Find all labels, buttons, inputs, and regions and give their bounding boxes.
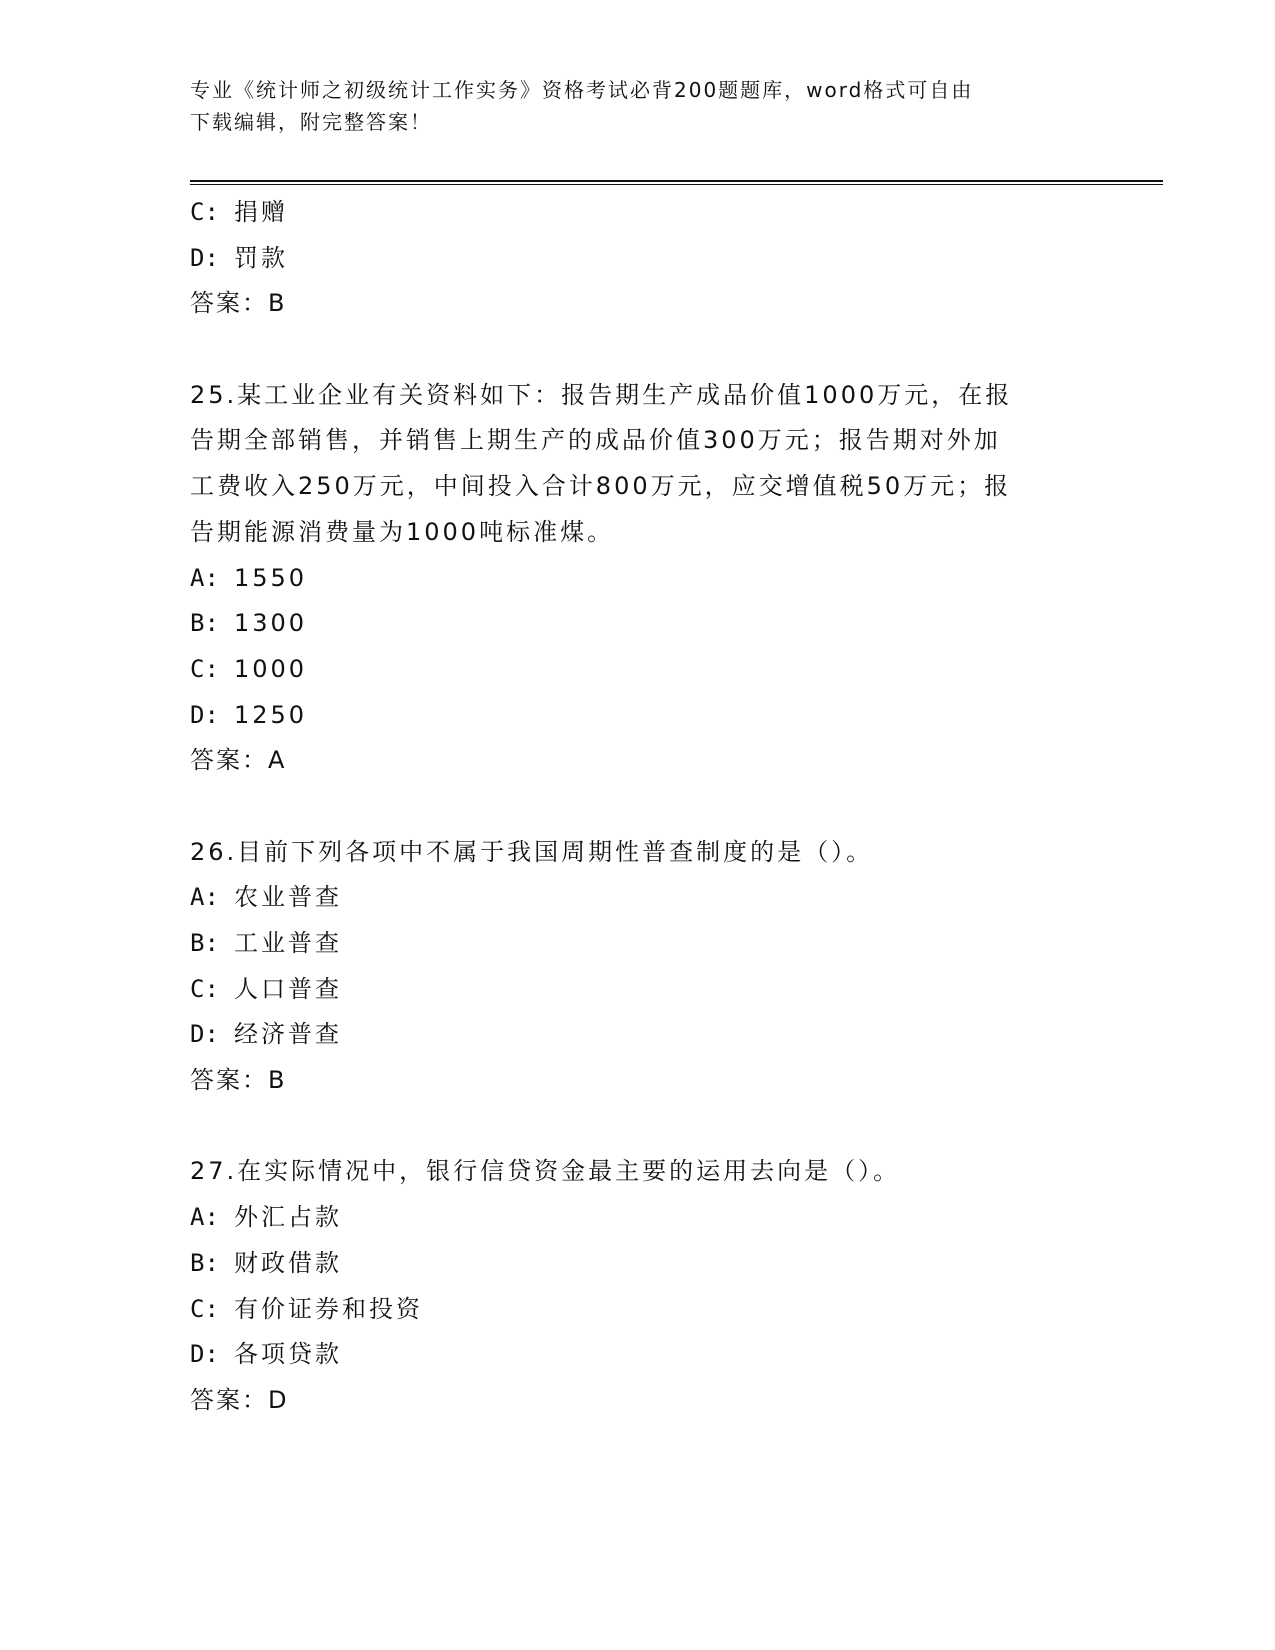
option-label: D: bbox=[190, 1020, 219, 1049]
option-row bbox=[190, 236, 1090, 282]
answer-line: 答案：D bbox=[190, 1385, 289, 1414]
option-text: 1550 bbox=[234, 563, 308, 592]
question-25 bbox=[190, 373, 1090, 784]
question-stem-line: 告期全部销售，并销售上期生产的成品价值300万元；报告期对外加 bbox=[190, 426, 1001, 455]
option-label: D: bbox=[190, 243, 219, 272]
question-stem-line: 25.某工业企业有关资料如下：报告期生产成品价值1000万元，在报 bbox=[190, 380, 1013, 409]
option-label: B: bbox=[190, 609, 219, 638]
question-stem-line: 工费收入250万元，中间投入合计800万元，应交增值税50万元；报 bbox=[190, 472, 1012, 501]
option-row bbox=[190, 921, 1090, 967]
option-row bbox=[190, 556, 1090, 602]
option-label: C: bbox=[190, 974, 219, 1003]
option-text: 外汇占款 bbox=[234, 1203, 342, 1232]
header-line-2: 下载编辑，附完整答案！ bbox=[190, 110, 432, 134]
option-label: D: bbox=[190, 1340, 219, 1369]
option-label: A: bbox=[190, 563, 219, 592]
option-text: 经济普查 bbox=[234, 1020, 342, 1049]
header-rule-thick bbox=[190, 180, 1163, 182]
question-stem-line: 26.目前下列各项中不属于我国周期性普查制度的是（）。 bbox=[190, 837, 874, 866]
spacer bbox=[190, 1104, 1090, 1150]
option-label: B: bbox=[190, 929, 219, 957]
question-27 bbox=[190, 1149, 1090, 1423]
option-label: A: bbox=[190, 883, 219, 912]
spacer bbox=[190, 327, 1090, 373]
option-label: C: bbox=[190, 1294, 219, 1323]
option-row bbox=[190, 1287, 1090, 1333]
question-26 bbox=[190, 830, 1090, 1104]
spacer bbox=[190, 784, 1090, 830]
header-rule-thin bbox=[190, 184, 1163, 185]
option-label: C: bbox=[190, 198, 219, 226]
option-row bbox=[190, 875, 1090, 921]
question-stem-line: 告期能源消费量为1000吨标准煤。 bbox=[190, 517, 615, 546]
option-row bbox=[190, 693, 1090, 739]
previous-question-tail bbox=[190, 190, 1090, 327]
question-content bbox=[190, 190, 1090, 1424]
option-label: A: bbox=[190, 1203, 219, 1232]
option-label: D: bbox=[190, 700, 219, 729]
option-row bbox=[190, 190, 1090, 236]
option-text: 工业普查 bbox=[234, 929, 342, 957]
option-text: 人口普查 bbox=[234, 974, 342, 1003]
option-text: 各项贷款 bbox=[234, 1340, 342, 1369]
option-text: 财政借款 bbox=[234, 1248, 342, 1277]
question-stem-line: 27.在实际情况中，银行信贷资金最主要的运用去向是（）。 bbox=[190, 1157, 901, 1186]
option-row bbox=[190, 967, 1090, 1013]
option-row bbox=[190, 1195, 1090, 1241]
option-row bbox=[190, 647, 1090, 693]
header-line-1: 专业《统计师之初级统计工作实务》资格考试必背200题题库，word格式可自由 bbox=[190, 78, 974, 102]
option-label: B: bbox=[190, 1248, 219, 1277]
option-text: 罚款 bbox=[234, 243, 288, 272]
answer-line: 答案：B bbox=[190, 1066, 287, 1095]
option-text: 1000 bbox=[234, 654, 308, 683]
option-label: C: bbox=[190, 654, 219, 683]
answer-line: 答案：A bbox=[190, 746, 287, 775]
option-text: 有价证券和投资 bbox=[234, 1294, 423, 1323]
page-header bbox=[190, 74, 1090, 138]
option-text: 捐赠 bbox=[234, 198, 288, 226]
option-row bbox=[190, 1241, 1090, 1287]
option-row bbox=[190, 1012, 1090, 1058]
option-text: 1300 bbox=[234, 609, 308, 638]
answer-line: 答案：B bbox=[190, 289, 287, 318]
option-row bbox=[190, 601, 1090, 647]
option-text: 1250 bbox=[234, 700, 308, 729]
option-row bbox=[190, 1332, 1090, 1378]
option-text: 农业普查 bbox=[234, 883, 342, 912]
